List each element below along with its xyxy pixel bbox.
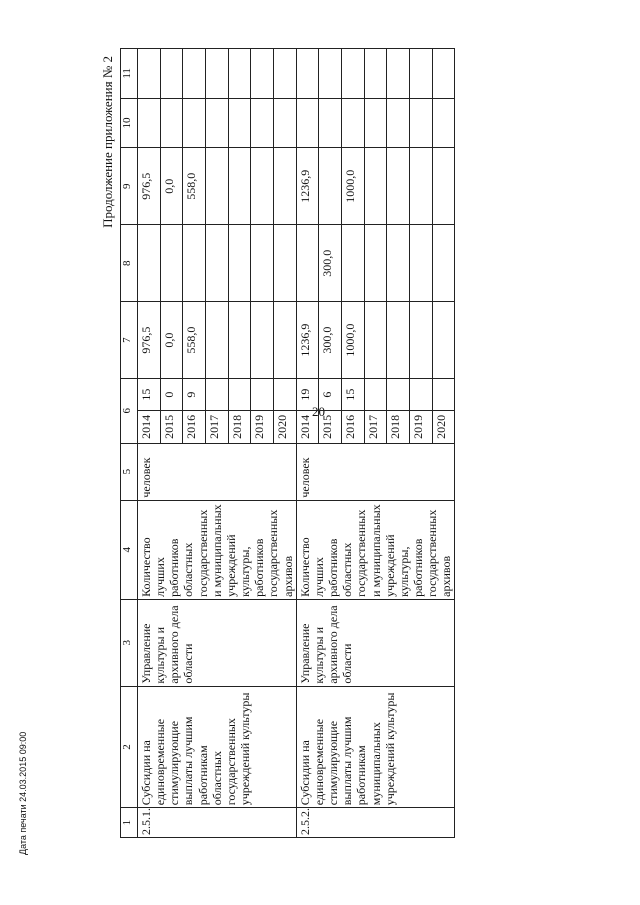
year-cell: 2019 (251, 411, 274, 443)
quantity-cell: 6 (319, 379, 342, 411)
amount-col9-cell: 558,0 (183, 148, 206, 225)
year-cell: 2020 (274, 411, 297, 443)
amount-col10-cell (319, 98, 342, 148)
amount-col9-cell (228, 148, 251, 225)
column-header: 8 (121, 225, 138, 302)
table-row (296, 49, 319, 838)
quantity-cell (274, 379, 297, 411)
amount-col11-cell (160, 49, 183, 99)
amount-col9-cell: 1236,9 (296, 148, 319, 225)
amount-col11-cell (410, 49, 433, 99)
amount-col8-cell (206, 225, 229, 302)
amount-total-cell: 976,5 (138, 302, 161, 379)
measure-executor: Управление культуры и архивного дела области (296, 599, 455, 686)
column-header: 11 (121, 49, 138, 99)
year-cell: 2017 (364, 411, 387, 443)
amount-col10-cell (364, 98, 387, 148)
measure-code: 2.5.2. (296, 808, 455, 838)
amount-col8-cell (296, 225, 319, 302)
amount-col11-cell (228, 49, 251, 99)
year-cell: 2015 (160, 411, 183, 443)
quantity-cell (410, 379, 433, 411)
amount-col10-cell (342, 98, 365, 148)
year-cell: 2018 (387, 411, 410, 443)
amount-col10-cell (387, 98, 410, 148)
measure-executor: Управление культуры и архивного дела области (138, 599, 297, 686)
amount-total-cell: 300,0 (319, 302, 342, 379)
amount-col8-cell (364, 225, 387, 302)
amount-col8-cell: 300,0 (319, 225, 342, 302)
print-date-footer: Дата печати 24.03.2015 09:00 (18, 731, 28, 855)
year-cell: 2020 (432, 411, 455, 443)
amount-col9-cell (251, 148, 274, 225)
amount-col9-cell: 1000,0 (342, 148, 365, 225)
amount-col10-cell (183, 98, 206, 148)
year-cell: 2016 (342, 411, 365, 443)
year-cell: 2014 (296, 411, 319, 443)
quantity-cell: 15 (138, 379, 161, 411)
table-row (138, 49, 161, 838)
amount-col8-cell (274, 225, 297, 302)
amount-col8-cell (138, 225, 161, 302)
column-header: 4 (121, 500, 138, 599)
column-header: 5 (121, 443, 138, 500)
amount-col11-cell (319, 49, 342, 99)
amount-col9-cell (387, 148, 410, 225)
amount-col11-cell (387, 49, 410, 99)
amount-total-cell (364, 302, 387, 379)
quantity-cell (432, 379, 455, 411)
quantity-cell: 9 (183, 379, 206, 411)
column-number-row (121, 49, 138, 838)
amount-col11-cell (206, 49, 229, 99)
amount-col9-cell (410, 148, 433, 225)
measure-unit: человек (296, 443, 455, 500)
amount-total-cell (251, 302, 274, 379)
quantity-cell: 15 (342, 379, 365, 411)
year-cell: 2018 (228, 411, 251, 443)
quantity-cell: 0 (160, 379, 183, 411)
quantity-cell: 19 (296, 379, 319, 411)
quantity-cell (387, 379, 410, 411)
amount-col8-cell (228, 225, 251, 302)
column-header: 2 (121, 686, 138, 808)
quantity-cell (206, 379, 229, 411)
column-header: 3 (121, 599, 138, 686)
amount-col11-cell (432, 49, 455, 99)
amount-col9-cell (364, 148, 387, 225)
year-cell: 2016 (183, 411, 206, 443)
amount-col10-cell (432, 98, 455, 148)
amount-total-cell (410, 302, 433, 379)
amount-col8-cell (251, 225, 274, 302)
measure-indicator: Количество лучших работников областных государственных и муниципальных учреждений культуры, работников государственных архивов (138, 500, 297, 599)
amount-col11-cell (274, 49, 297, 99)
amount-col11-cell (364, 49, 387, 99)
year-cell: 2015 (319, 411, 342, 443)
amount-col10-cell (251, 98, 274, 148)
measure-name: Субсидии на единовременные стимулирующие выплаты лучшим работникам областных государственных учреждений культуры (138, 686, 297, 808)
measure-indicator: Количество лучших работников областных государственных и муниципальных учреждений культуры, работников государственных архивов (296, 500, 455, 599)
column-header: 9 (121, 148, 138, 225)
amount-col11-cell (183, 49, 206, 99)
amount-col9-cell (206, 148, 229, 225)
appendix-table (120, 48, 455, 838)
amount-col8-cell (160, 225, 183, 302)
amount-col9-cell: 0,0 (160, 148, 183, 225)
amount-total-cell: 558,0 (183, 302, 206, 379)
amount-col9-cell: 976,5 (138, 148, 161, 225)
amount-total-cell: 1000,0 (342, 302, 365, 379)
amount-col10-cell (138, 98, 161, 148)
amount-col10-cell (160, 98, 183, 148)
amount-col11-cell (138, 49, 161, 99)
amount-total-cell (387, 302, 410, 379)
rotated-page (96, 48, 592, 838)
amount-col9-cell (432, 148, 455, 225)
quantity-cell (251, 379, 274, 411)
amount-col8-cell (183, 225, 206, 302)
measure-code: 2.5.1. (138, 808, 297, 838)
year-cell: 2019 (410, 411, 433, 443)
amount-col11-cell (342, 49, 365, 99)
amount-col8-cell (410, 225, 433, 302)
amount-total-cell (206, 302, 229, 379)
amount-col10-cell (206, 98, 229, 148)
column-header: 6 (121, 379, 138, 444)
amount-col8-cell (387, 225, 410, 302)
amount-total-cell (274, 302, 297, 379)
amount-total-cell (432, 302, 455, 379)
amount-total-cell: 1236,9 (296, 302, 319, 379)
page-number: 20 (312, 404, 325, 419)
column-header: 10 (121, 98, 138, 148)
amount-col10-cell (274, 98, 297, 148)
quantity-cell (364, 379, 387, 411)
amount-col10-cell (296, 98, 319, 148)
amount-total-cell (228, 302, 251, 379)
quantity-cell (228, 379, 251, 411)
amount-col10-cell (410, 98, 433, 148)
amount-col11-cell (251, 49, 274, 99)
year-cell: 2017 (206, 411, 229, 443)
amount-col9-cell (319, 148, 342, 225)
amount-col10-cell (228, 98, 251, 148)
amount-col9-cell (274, 148, 297, 225)
measure-name: Субсидии на единовременные стимулирующие выплаты лучшим работникам муниципальных учреждений культуры (296, 686, 455, 808)
amount-col8-cell (342, 225, 365, 302)
amount-col8-cell (432, 225, 455, 302)
year-cell: 2014 (138, 411, 161, 443)
amount-total-cell: 0,0 (160, 302, 183, 379)
amount-col11-cell (296, 49, 319, 99)
column-header: 7 (121, 302, 138, 379)
measure-unit: человек (138, 443, 297, 500)
column-header: 1 (121, 808, 138, 838)
appendix-subtitle: Продолжение приложения № 2 (100, 56, 115, 228)
